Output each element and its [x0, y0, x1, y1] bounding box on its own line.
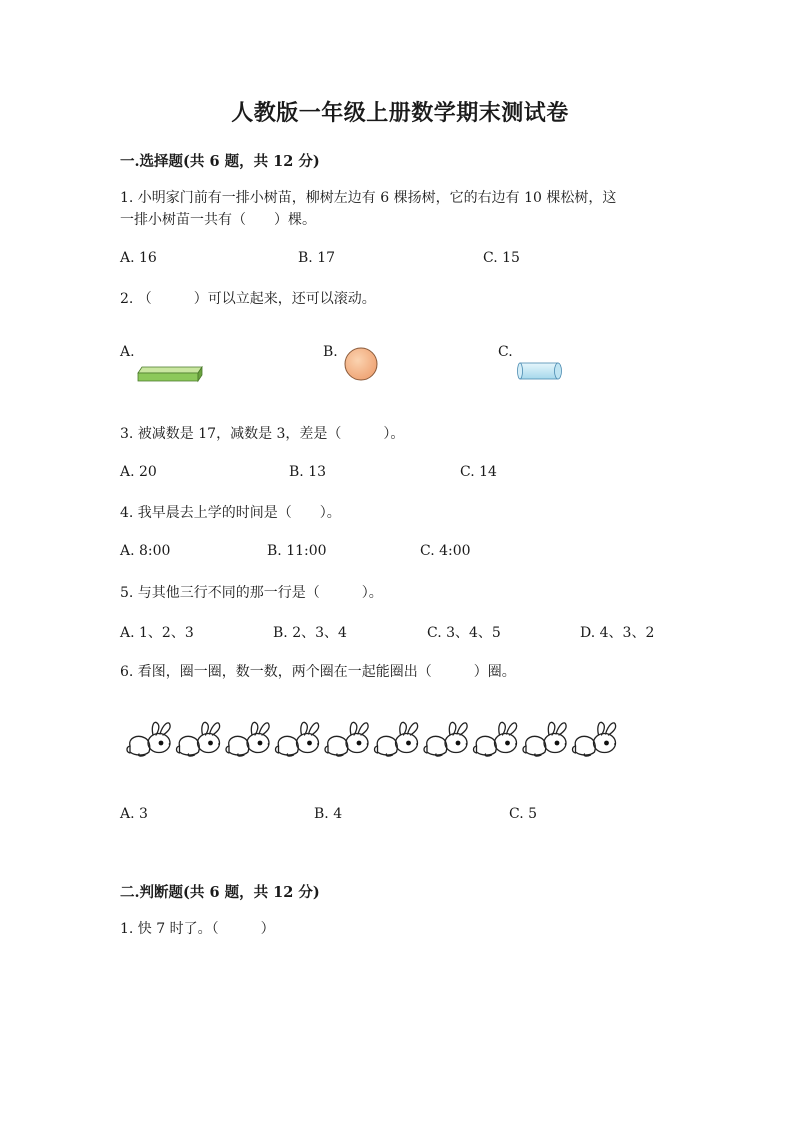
- question-4-option-b: B. 11:00: [267, 543, 327, 559]
- question-5-option-a: A. 1、2、3: [120, 625, 194, 641]
- question-5-option-d: D. 4、3、2: [580, 625, 655, 641]
- question-2-option-a: A.: [120, 344, 135, 360]
- question-2-option-c: C.: [498, 344, 513, 360]
- question-1-option-a: A. 16: [120, 250, 157, 266]
- question-6-option-b: B. 4: [314, 806, 343, 822]
- question-3-option-a: A. 20: [120, 464, 157, 480]
- rabbit-icon: [523, 722, 566, 756]
- rabbit-icon: [474, 722, 517, 756]
- question-2-option-b: B.: [323, 344, 338, 360]
- question-6-option-a: A. 3: [120, 806, 148, 822]
- question-4-option-a: A. 8:00: [120, 543, 171, 559]
- page-title: 人教版一年级上册数学期末测试卷: [231, 100, 569, 126]
- green-cuboid-icon: [136, 366, 204, 384]
- question-4-option-c: C. 4:00: [420, 543, 471, 559]
- question-5-line-1: 5. 与其他三行不同的那一行是（ ）。: [120, 585, 383, 601]
- rabbit-icon: [375, 722, 418, 756]
- blue-cylinder-icon: [517, 361, 565, 381]
- rabbit-icon: [573, 722, 616, 756]
- section-heading-choice: 一.选择题(共 6 题，共 12 分): [120, 153, 320, 170]
- question-4-line-1: 4. 我早晨去上学的时间是（ ）。: [120, 505, 341, 521]
- question-1-line-1: 1. 小明家门前有一排小树苗，柳树左边有 6 棵扬树，它的右边有 10 棵松树，这: [120, 190, 617, 206]
- rabbit-icon: [276, 722, 319, 756]
- question-6-option-c: C. 5: [509, 806, 538, 822]
- rabbit-row-image: [125, 716, 625, 760]
- question-1-option-c: C. 15: [483, 250, 520, 266]
- question-5-option-c: C. 3、4、5: [427, 625, 501, 641]
- question-6-line-1: 6. 看图，圈一圈，数一数，两个圈在一起能圈出（ ）圈。: [120, 664, 516, 680]
- question-3-option-b: B. 13: [289, 464, 327, 480]
- question-5-option-b: B. 2、3、4: [273, 625, 347, 641]
- rabbit-icon: [226, 722, 269, 756]
- orange-ball-icon: [343, 346, 379, 382]
- question-2-line-1: 2. （ ）可以立起来，还可以滚动。: [120, 291, 376, 307]
- section-heading-judgement: 二.判断题(共 6 题，共 12 分): [120, 884, 320, 901]
- rabbit-icon: [325, 722, 368, 756]
- question-3-line-1: 3. 被减数是 17，减数是 3，差是（ ）。: [120, 426, 405, 442]
- question-3-option-c: C. 14: [460, 464, 497, 480]
- question-1-option-b: B. 17: [298, 250, 336, 266]
- judgement-question-1: 1. 快 7 时了。（ ）: [120, 921, 275, 937]
- rabbit-icon: [177, 722, 220, 756]
- rabbit-icon: [424, 722, 467, 756]
- rabbit-icon: [127, 722, 170, 756]
- question-1-line-2: 一排小树苗一共有（ ）棵。: [120, 212, 316, 228]
